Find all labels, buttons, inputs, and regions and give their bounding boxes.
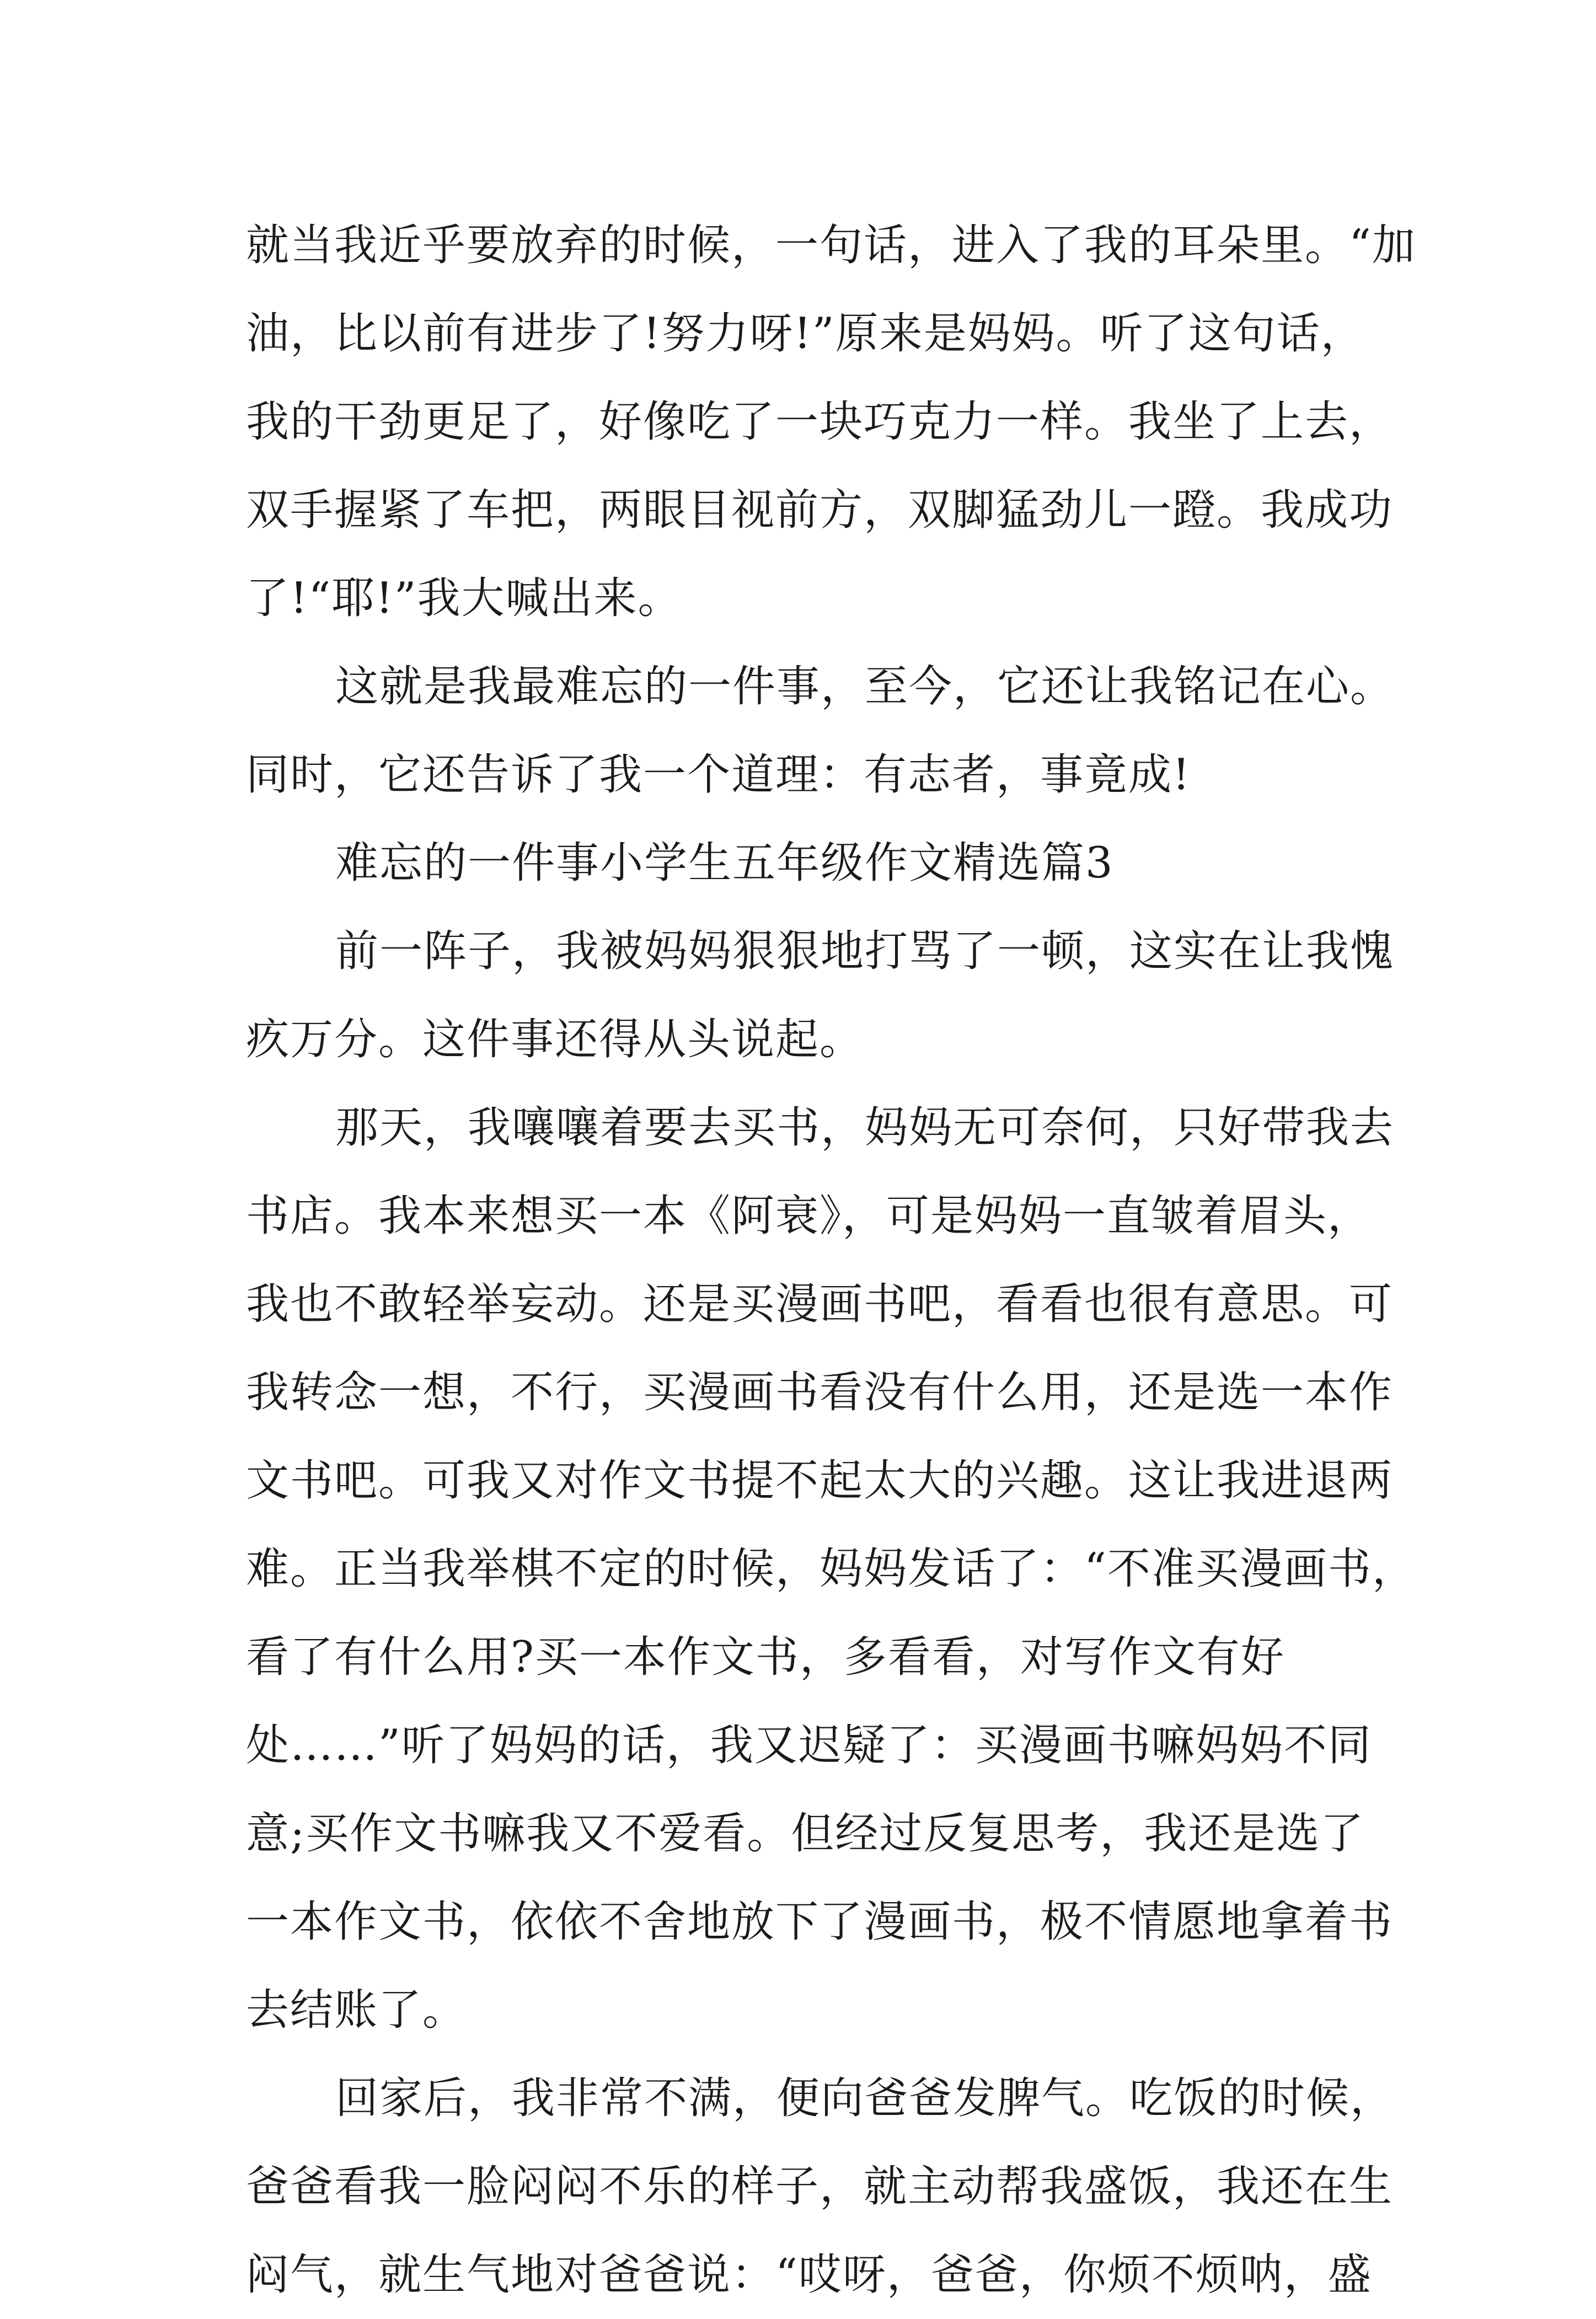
text-line: 我的干劲更足了，好像吃了一块巧克力一样。我坐了上去， [246, 397, 1394, 447]
text-line: 文书吧。可我又对作文书提不起太大的兴趣。这让我进退两 [246, 1456, 1394, 1506]
text-line: 爸爸看我一脸闷闷不乐的样子，就主动帮我盛饭，我还在生 [246, 2162, 1394, 2211]
text-line: 双手握紧了车把，两眼目视前方，双脚猛劲儿一蹬。我成功 [246, 485, 1394, 535]
text-line: 同时，它还告诉了我一个道理：有志者，事竟成! [246, 750, 1191, 800]
text-line: 了!“耶!”我大喊出来。 [246, 574, 682, 623]
text-line: 疚万分。这件事还得从头说起。 [246, 1015, 864, 1064]
text-line: 处……”听了妈妈的话，我又迟疑了：买漫画书嘛妈妈不同 [246, 1721, 1372, 1770]
text-line: 难忘的一件事小学生五年级作文精选篇3 [335, 838, 1114, 888]
text-line: 油，比以前有进步了!努力呀!”原来是妈妈。听了这句话， [246, 309, 1365, 358]
text-line: 看了有什么用?买一本作文书，多看看，对写作文有好 [246, 1632, 1285, 1682]
text-line: 一本作文书，依依不舍地放下了漫画书，极不情愿地拿着书 [246, 1897, 1394, 1947]
text-line: 就当我近乎要放弃的时候，一句话，进入了我的耳朵里。“加 [246, 221, 1416, 270]
text-line: 意;买作文书嘛我又不爱看。但经过反复思考，我还是选了 [246, 1809, 1365, 1859]
text-line: 闷气，就生气地对爸爸说：“哎呀，爸爸，你烦不烦呐，盛 [246, 2250, 1372, 2300]
text-line: 这就是我最难忘的一件事，至今，它还让我铭记在心。 [335, 662, 1395, 711]
text-line: 我也不敢轻举妄动。还是买漫画书吧，看看也很有意思。可 [246, 1279, 1394, 1329]
text-line: 我转念一想，不行，买漫画书看没有什么用，还是选一本作 [246, 1368, 1394, 1417]
text-line: 书店。我本来想买一本《阿衰》，可是妈妈一直皱着眉头， [246, 1191, 1372, 1241]
text-line: 去结账了。 [246, 1985, 467, 2035]
text-line: 难。正当我举棋不定的时候，妈妈发话了：“不准买漫画书， [246, 1544, 1416, 1594]
document-body [246, 201, 1416, 2319]
text-line: 前一阵子，我被妈妈狠狠地打骂了一顿，这实在让我愧 [335, 926, 1395, 976]
text-line: 回家后，我非常不满，便向爸爸发脾气。吃饭的时候， [335, 2074, 1395, 2123]
text-line: 那天，我嚷嚷着要去买书，妈妈无可奈何，只好带我去 [335, 1103, 1395, 1153]
